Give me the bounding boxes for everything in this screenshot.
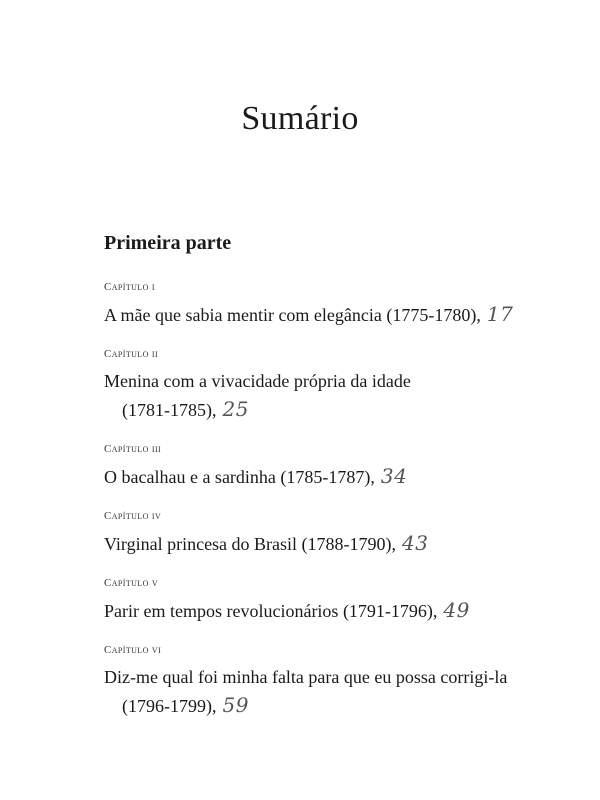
chapter-title-text: Menina com a vivacidade própria da idade (1781-1785), xyxy=(104,371,411,420)
page-number: 59 xyxy=(222,693,249,717)
toc-entry xyxy=(104,280,544,329)
toc-entry xyxy=(104,643,544,720)
chapter-title-text: O bacalhau e a sardinha (1785-1787), xyxy=(104,467,375,487)
toc-entry xyxy=(104,576,544,625)
chapter-label: Capítulo ii xyxy=(104,348,159,360)
chapter-title-text: Virginal princesa do Brasil (1788-1790), xyxy=(104,534,397,554)
page-number: 25 xyxy=(222,397,249,421)
chapter-title xyxy=(104,529,544,558)
chapter-title xyxy=(104,300,544,329)
table-of-contents xyxy=(104,280,544,738)
chapter-title xyxy=(104,663,542,720)
chapter-label: Capítulo i xyxy=(104,281,155,293)
chapter-title xyxy=(104,367,452,424)
chapter-label: Capítulo v xyxy=(104,577,159,589)
page-number: 43 xyxy=(402,531,429,555)
chapter-title-text: A mãe que sabia mentir com elegância (1775-1780), xyxy=(104,305,481,325)
page-number: 34 xyxy=(380,464,408,488)
chapter-label: Capítulo vi xyxy=(104,644,162,656)
toc-entry xyxy=(104,509,544,558)
chapter-label: Capítulo iv xyxy=(104,510,162,522)
page-title: Sumário xyxy=(241,100,359,137)
toc-entry xyxy=(104,442,544,491)
chapter-title-text: Parir em tempos revolucionários (1791-1796), xyxy=(104,601,438,621)
chapter-label: Capítulo iii xyxy=(104,443,162,455)
page-number: 49 xyxy=(443,598,470,622)
chapter-title xyxy=(104,462,544,491)
part-title: Primeira parte xyxy=(104,232,232,254)
page-number: 17 xyxy=(486,302,514,326)
chapter-title-text: Diz-me qual foi minha falta para que eu possa corrigi-la (1796-1799), xyxy=(104,667,508,716)
chapter-title xyxy=(104,596,544,625)
toc-entry xyxy=(104,347,544,424)
